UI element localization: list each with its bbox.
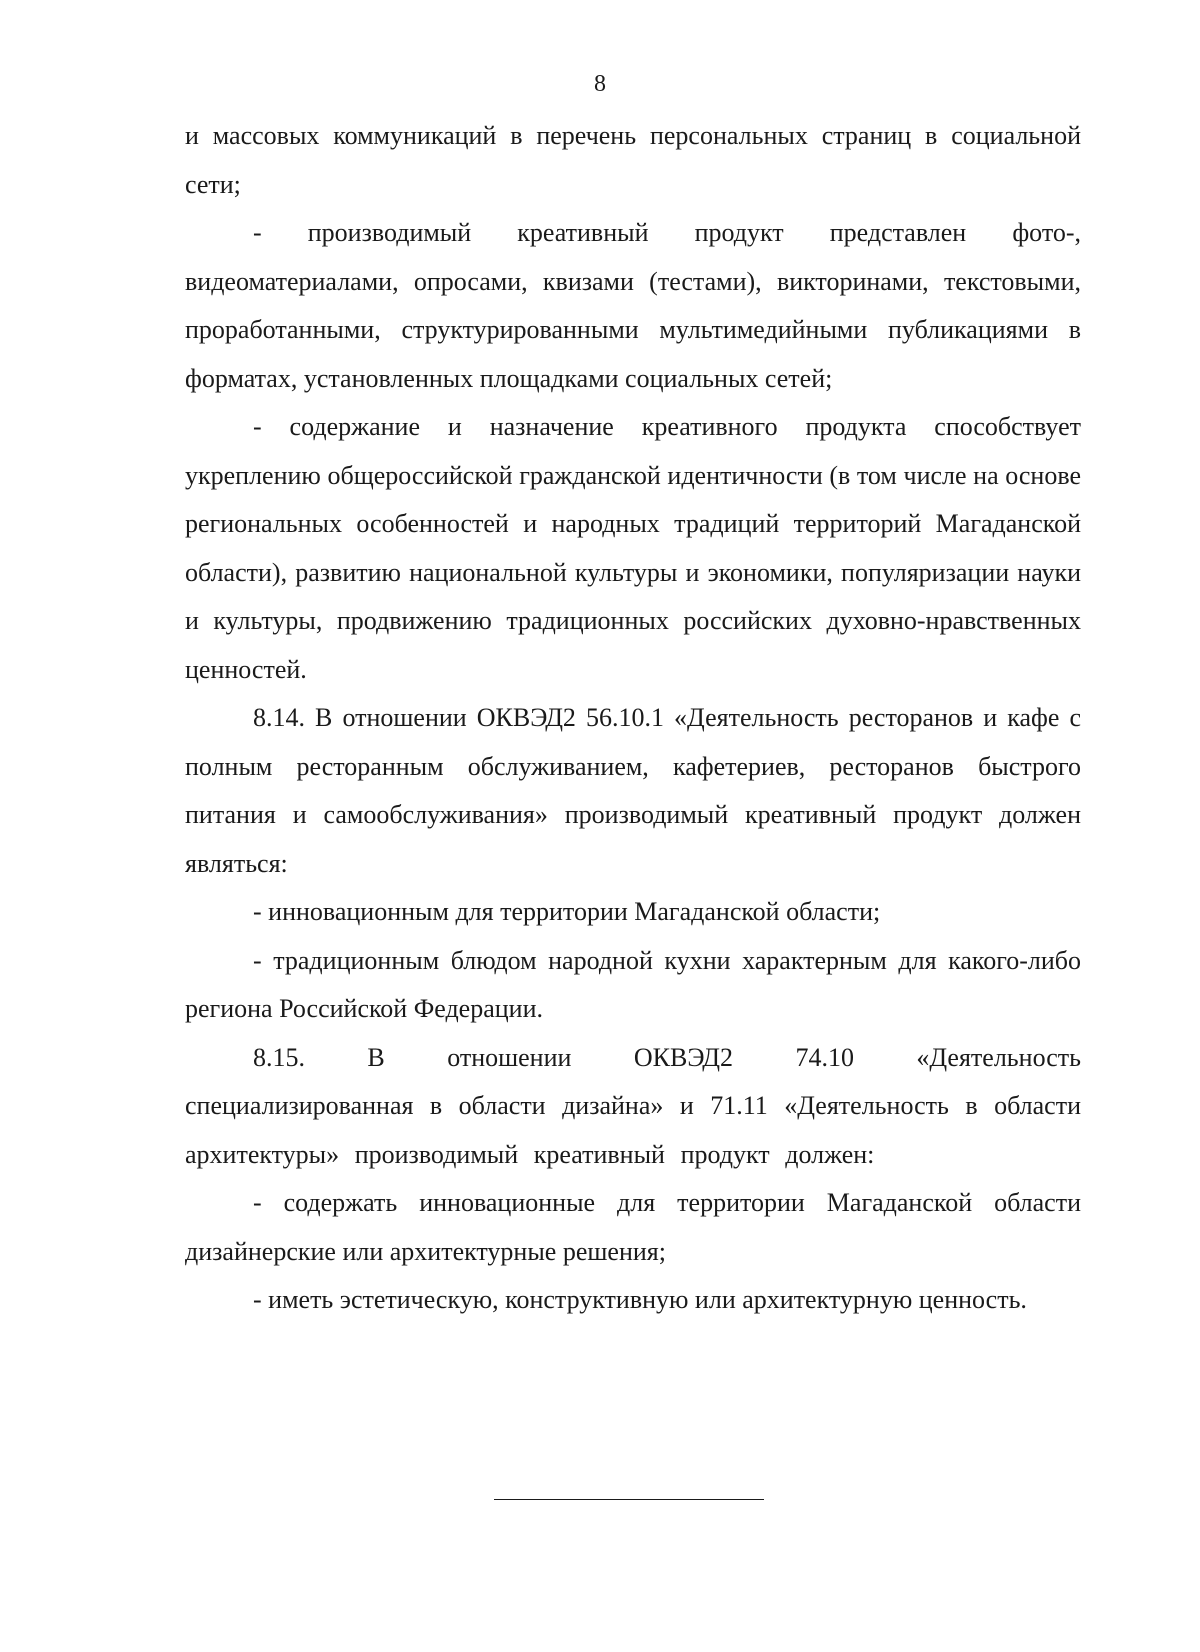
- paragraph-bullet-aesthetic-value: - иметь эстетическую, конструктивную или архитектурную ценность.: [253, 1285, 1027, 1314]
- paragraph-bullet-innovative: - инновационным для территории Магаданской области;: [253, 897, 881, 926]
- paragraph-clause-8-15: 8.15. В отношении ОКВЭД2 74.10 «Деятельность специализированная в области дизайна» и 71.11 «Деятельность в области архитектуры» производимый креативный продукт должен:: [185, 1042, 1081, 1169]
- paragraph-bullet-design-solutions: - содержать инновационные для территории Магаданской области дизайнерские или архитектурные решения;: [185, 1188, 1081, 1266]
- paragraph-clause-8-14: 8.14. В отношении ОКВЭД2 56.10.1 «Деятельность ресторанов и кафе с полным ресторанным обслуживанием, кафетериев, ресторанов быстрого питания и самообслуживания» производимый креативный продукт должен являться:: [185, 703, 1081, 878]
- document-body: [185, 112, 1081, 1325]
- paragraph-bullet-creative-product-format: - производимый креативный продукт представлен фото-, видеоматериалами, опросами, квизами (тестами), викторинами, текстовыми, проработанными, структурированными мультимедийными публикациями в форматах, установленных площадками социальных сетей;: [185, 218, 1081, 393]
- page-number: 8: [594, 71, 606, 97]
- paragraph-bullet-traditional-dish: - традиционным блюдом народной кухни характерным для какого-либо региона Российской Федерации.: [185, 945, 1081, 1023]
- end-separator-line: [494, 1499, 764, 1500]
- paragraph-continuation: и массовых коммуникаций в перечень персональных страниц в социальной сети;: [185, 121, 1081, 199]
- paragraph-bullet-creative-product-content: - содержание и назначение креативного продукта способствует укреплению общероссийской гражданской идентичности (в том числе на основе региональных особенностей и народных традиций территорий Магаданской области), развитию национальной культуры и экономики, популяризации науки и культуры, продвижению традиционных российских духовно-нравственных ценностей.: [185, 412, 1081, 684]
